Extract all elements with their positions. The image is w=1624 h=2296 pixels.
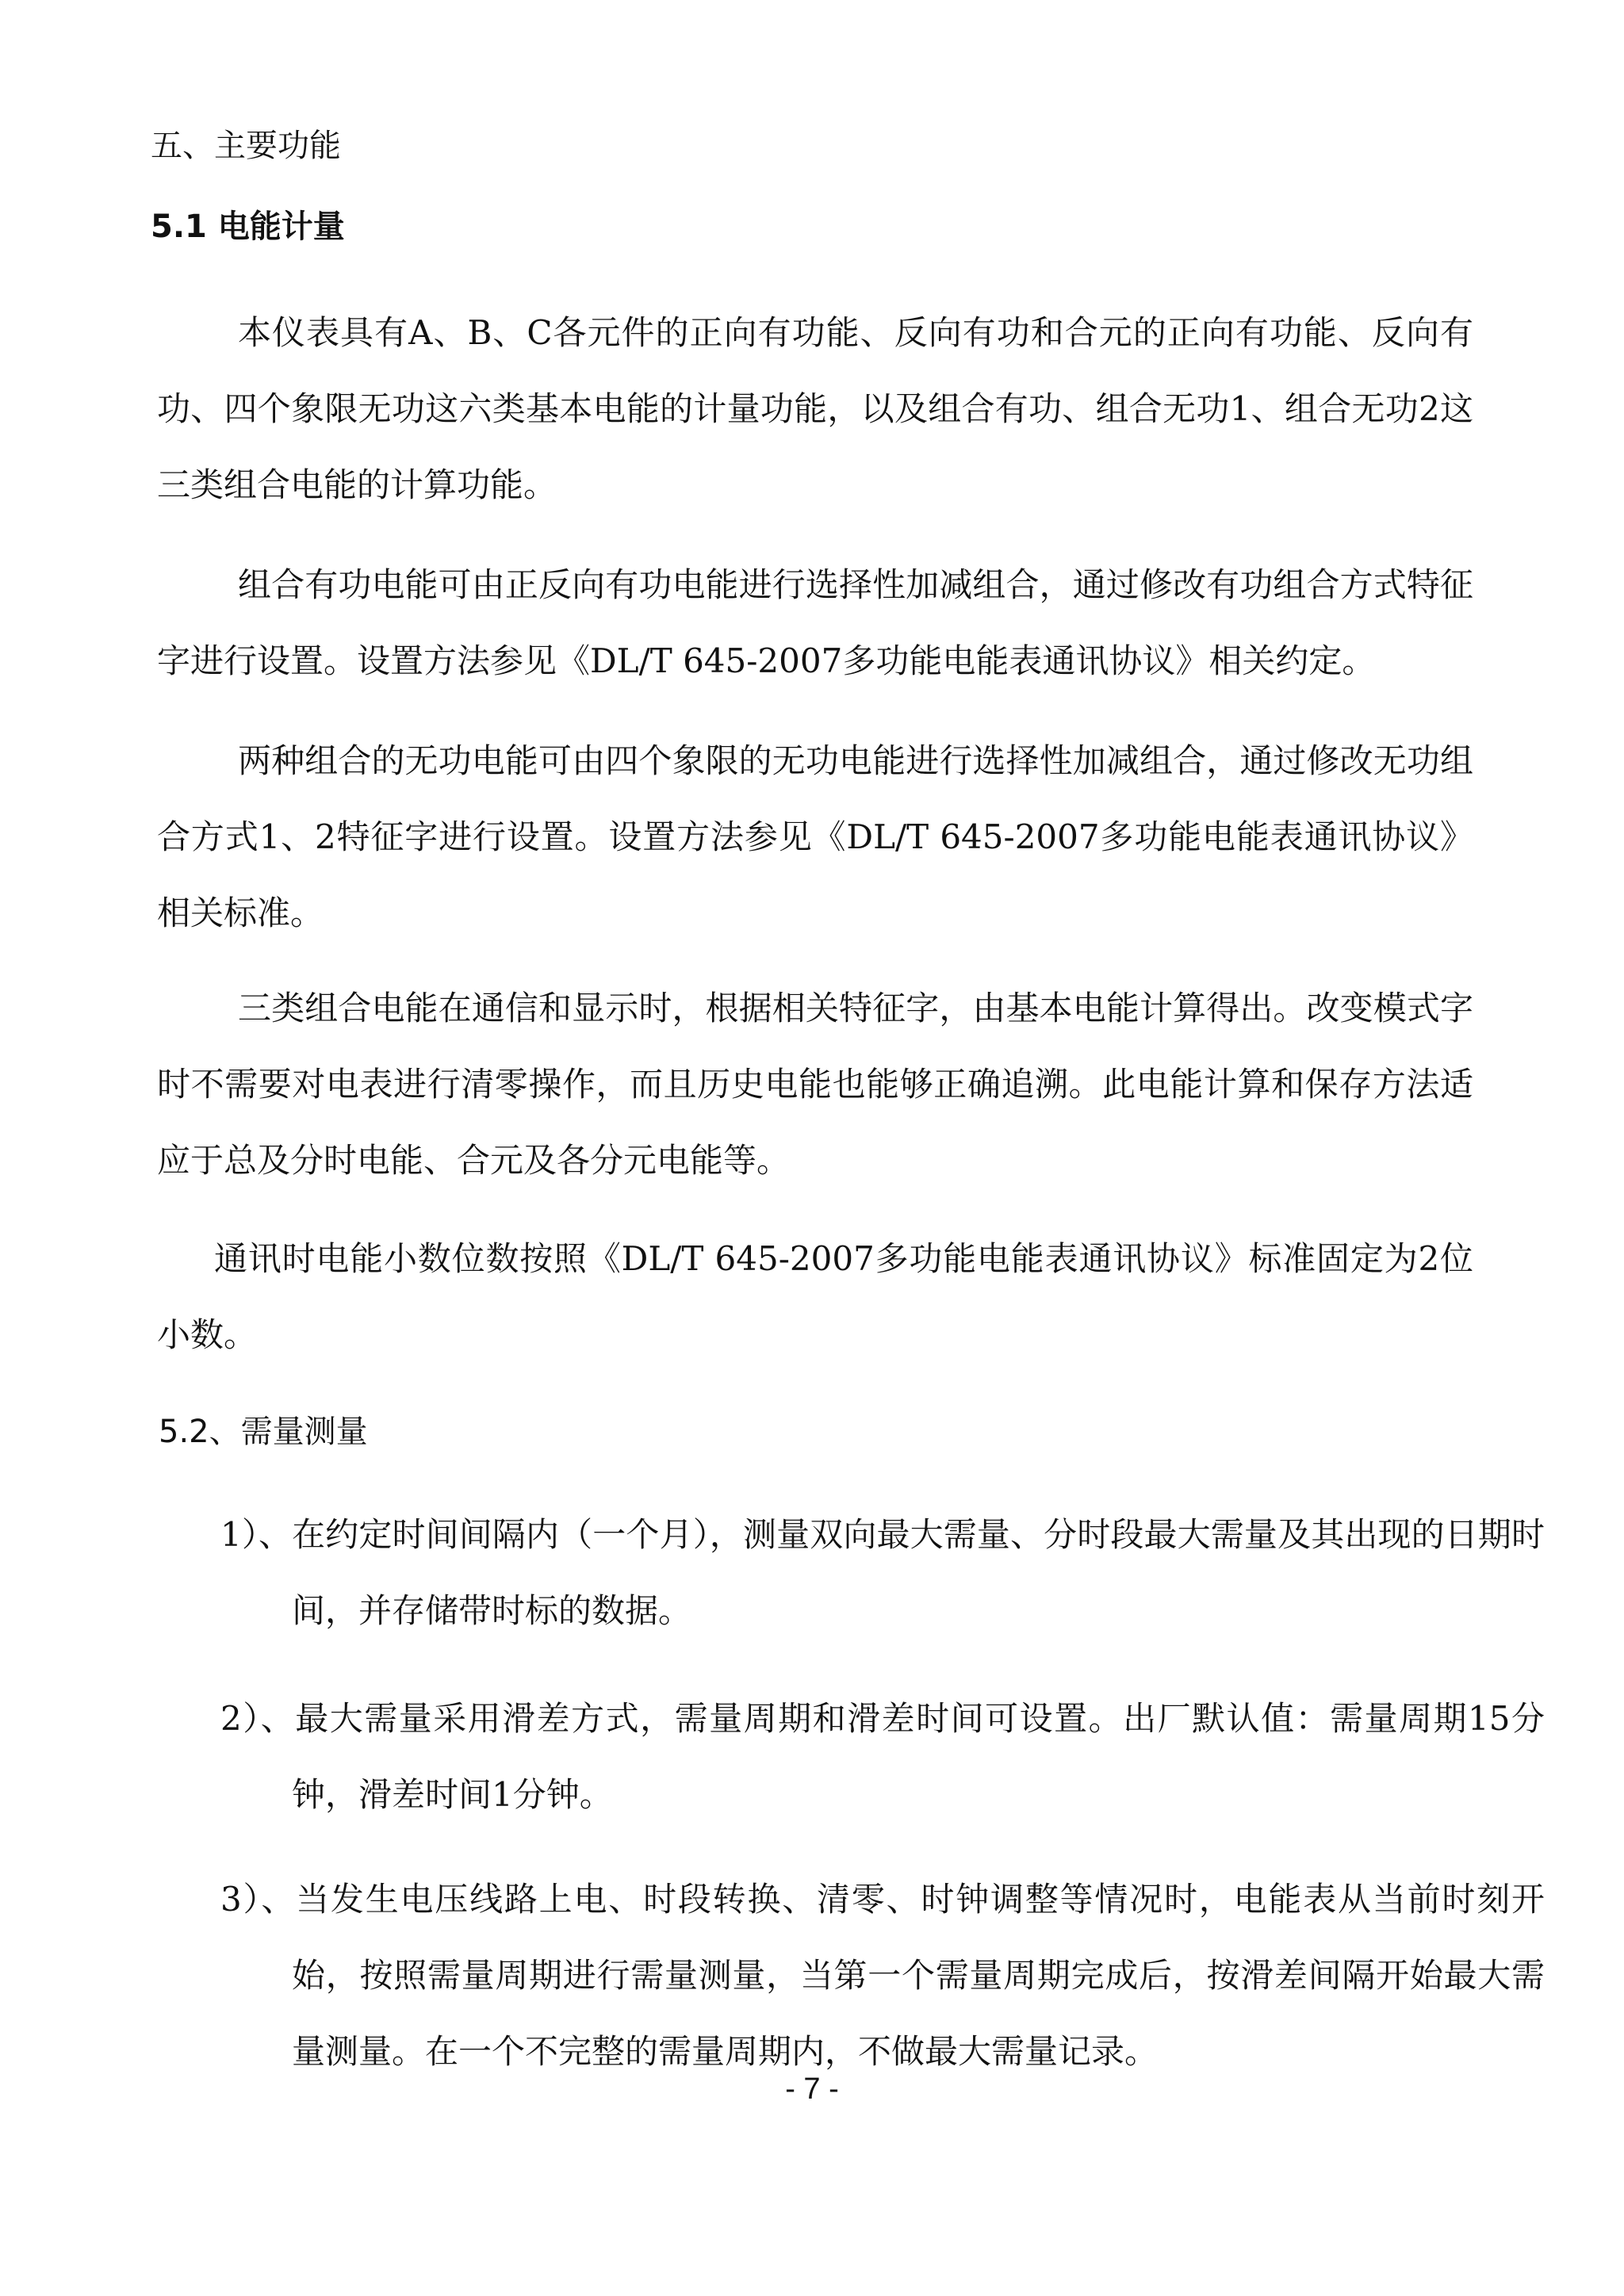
paragraph-energy-metering: 本仪表具有A、B、C各元件的正向有功能、反向有功和合元的正向有功能、反向有功、四个象限无功这六类基本电能的计量功能，以及组合有功、组合无功1、组合无功2这三类组合电能的计算功能。 (157, 313, 1473, 504)
page-number: - 7 - (785, 2072, 839, 2106)
subsection-heading-5-1: 5.1 电能计量 (151, 209, 345, 245)
paragraph-combined-energy-calc: 三类组合电能在通信和显示时，根据相关特征字，由基本电能计算得出。改变模式字时不需要对电表进行清零操作，而且历史电能也能够正确追溯。此电能计算和保存方法适应于总及分时电能、合元及各分元电能等。 (157, 989, 1473, 1180)
section-title: 五、主要功能 (151, 128, 341, 164)
subsection-heading-5-2: 5.2、需量测量 (159, 1414, 368, 1450)
paragraph-combined-reactive: 两种组合的无功电能可由四个象限的无功电能进行选择性加减组合，通过修改无功组合方式1、2特征字进行设置。设置方法参见《DL/T 645-2007多功能电能表通讯协议》相关标准。 (157, 741, 1473, 932)
list-item: 3）、当发生电压线路上电、时段转换、清零、时钟调整等情况时，电能表从当前时刻开始，按照需量周期进行需量测量，当第一个需量周期完成后，按滑差间隔开始最大需量测量。在一个不完整的需量周期内，不做最大需量记录。 (220, 1880, 1545, 2071)
paragraph-combined-active: 组合有功电能可由正反向有功电能进行选择性加减组合，通过修改有功组合方式特征字进行设置。设置方法参见《DL/T 645-2007多功能电能表通讯协议》相关约定。 (157, 565, 1473, 680)
list-item: 1）、在约定时间间隔内（一个月），测量双向最大需量、分时段最大需量及其出现的日期时间，并存储带时标的数据。 (220, 1515, 1545, 1630)
paragraph-decimal-note: 通讯时电能小数位数按照《DL/T 645-2007多功能电能表通讯协议》标准固定为2位小数。 (157, 1239, 1473, 1354)
list-item: 2）、最大需量采用滑差方式，需量周期和滑差时间可设置。出厂默认值：需量周期15分钟，滑差时间1分钟。 (220, 1699, 1545, 1814)
